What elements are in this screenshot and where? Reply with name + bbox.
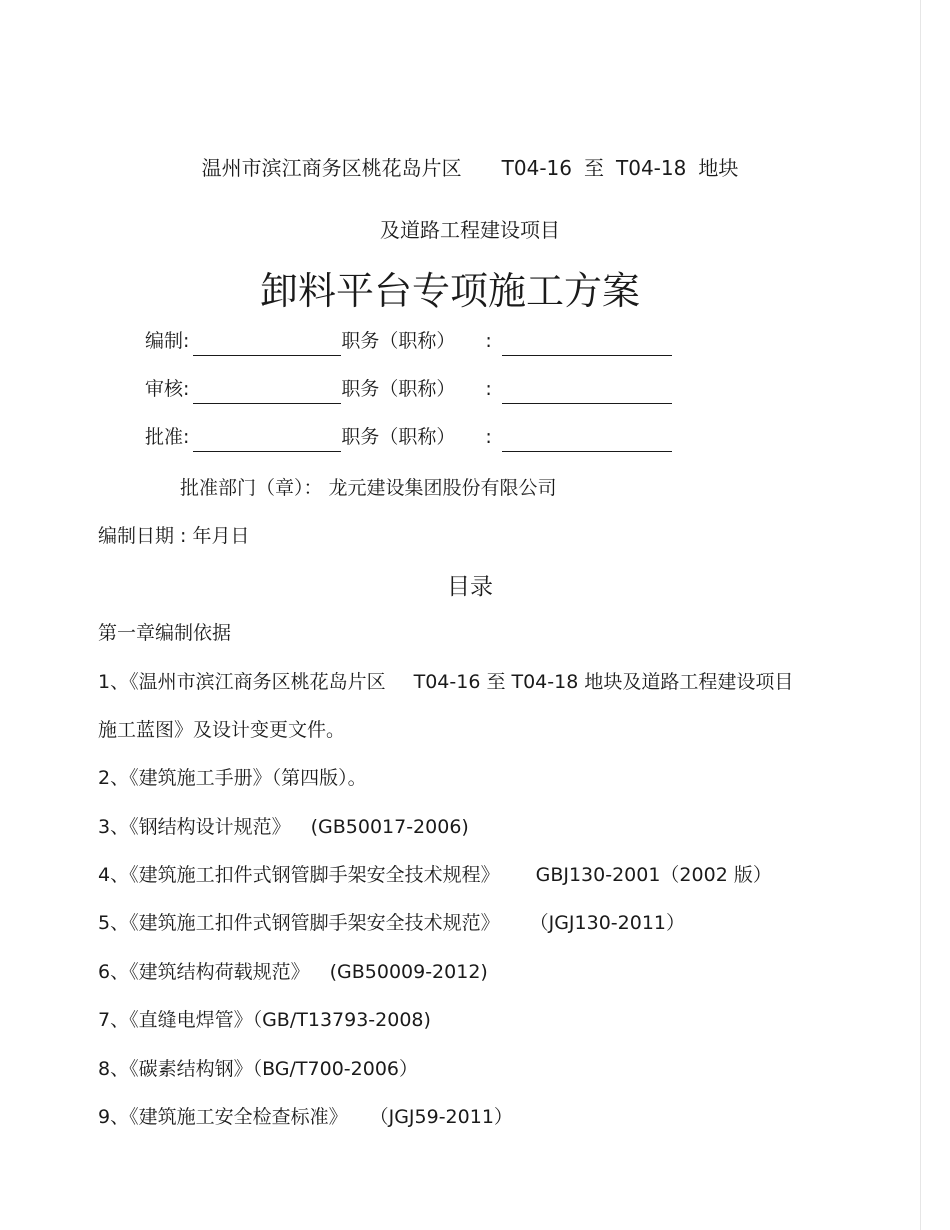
signature-row-approve <box>145 422 672 452</box>
signature-blank <box>193 429 341 452</box>
plot-code-start: T04-16 <box>501 156 572 180</box>
reference-text: 9、《建筑施工安全检查标准》 <box>98 1106 348 1128</box>
role-blank <box>502 333 672 356</box>
approval-department: 批准部门（章）： 龙元建设集团股份有限公司 <box>180 477 557 499</box>
plot-code-end: T04-18 <box>616 156 687 180</box>
signature-row-compile <box>145 326 672 356</box>
signature-colon: : <box>485 426 492 448</box>
reference-item <box>98 908 685 935</box>
reference-item <box>98 763 367 790</box>
project-title-line1 <box>0 152 940 181</box>
reference-text: 1、《温州市滨江商务区桃花岛片区 <box>98 671 386 693</box>
role-blank <box>502 429 672 452</box>
page-edge-divider <box>920 0 921 1230</box>
reference-text: 施工蓝图》及设计变更文件。 <box>98 719 346 741</box>
reference-text: 7、《直缝电焊管》（GB/T13793-2008) <box>98 1009 431 1031</box>
reference-item <box>98 667 793 694</box>
plot-word: 地块 <box>698 156 739 180</box>
reference-code: GBJ130-2001（2002 版） <box>535 864 772 886</box>
reference-code: （JGJ59-2011） <box>369 1106 513 1128</box>
compile-date: 编制日期 : 年月日 <box>98 525 250 547</box>
document-main-title: 卸料平台专项施工方案 <box>259 269 640 313</box>
reference-item <box>98 1005 431 1032</box>
to-word: 至 <box>584 156 604 180</box>
signature-label: 审核: <box>145 378 190 400</box>
signature-role: 职务（职称） <box>341 330 456 352</box>
reference-item <box>98 860 772 887</box>
chapter-heading: 第一章编制依据 <box>98 622 232 644</box>
reference-code: (GB50017-2006) <box>310 816 469 838</box>
signature-colon: : <box>485 378 492 400</box>
reference-item <box>98 812 469 839</box>
signature-label: 编制: <box>145 330 190 352</box>
signature-colon: : <box>485 330 492 352</box>
project-title-line2: 及道路工程建设项目 <box>380 218 560 242</box>
reference-code: (GB50009-2012) <box>329 961 488 983</box>
reference-text: 8、《碳素结构钢》（BG/T700-2006） <box>98 1058 418 1080</box>
reference-item <box>98 1102 513 1129</box>
signature-row-review <box>145 374 672 404</box>
reference-item <box>98 1054 418 1081</box>
role-blank <box>502 381 672 404</box>
signature-blank <box>193 333 341 356</box>
signature-label: 批准: <box>145 426 190 448</box>
signature-role: 职务（职称） <box>341 378 456 400</box>
reference-text: 6、《建筑结构荷载规范》 <box>98 961 310 983</box>
reference-text: 5、《建筑施工扣件式钢管脚手架安全技术规范》 <box>98 912 500 934</box>
project-name: 温州市滨江商务区桃花岛片区 <box>201 156 462 180</box>
reference-text: 4、《建筑施工扣件式钢管脚手架安全技术规程》 <box>98 864 500 886</box>
signature-role: 职务（职称） <box>341 426 456 448</box>
reference-item <box>98 715 345 742</box>
reference-item <box>98 957 488 984</box>
reference-code: T04-16 至 T04-18 地块及道路工程建设项目 <box>413 671 794 693</box>
reference-code: （JGJ130-2011） <box>529 912 685 934</box>
toc-title: 目录 <box>447 574 493 600</box>
reference-text: 2、《建筑施工手册》（第四版）。 <box>98 767 367 789</box>
reference-text: 3、《钢结构设计规范》 <box>98 816 291 838</box>
signature-blank <box>193 381 341 404</box>
